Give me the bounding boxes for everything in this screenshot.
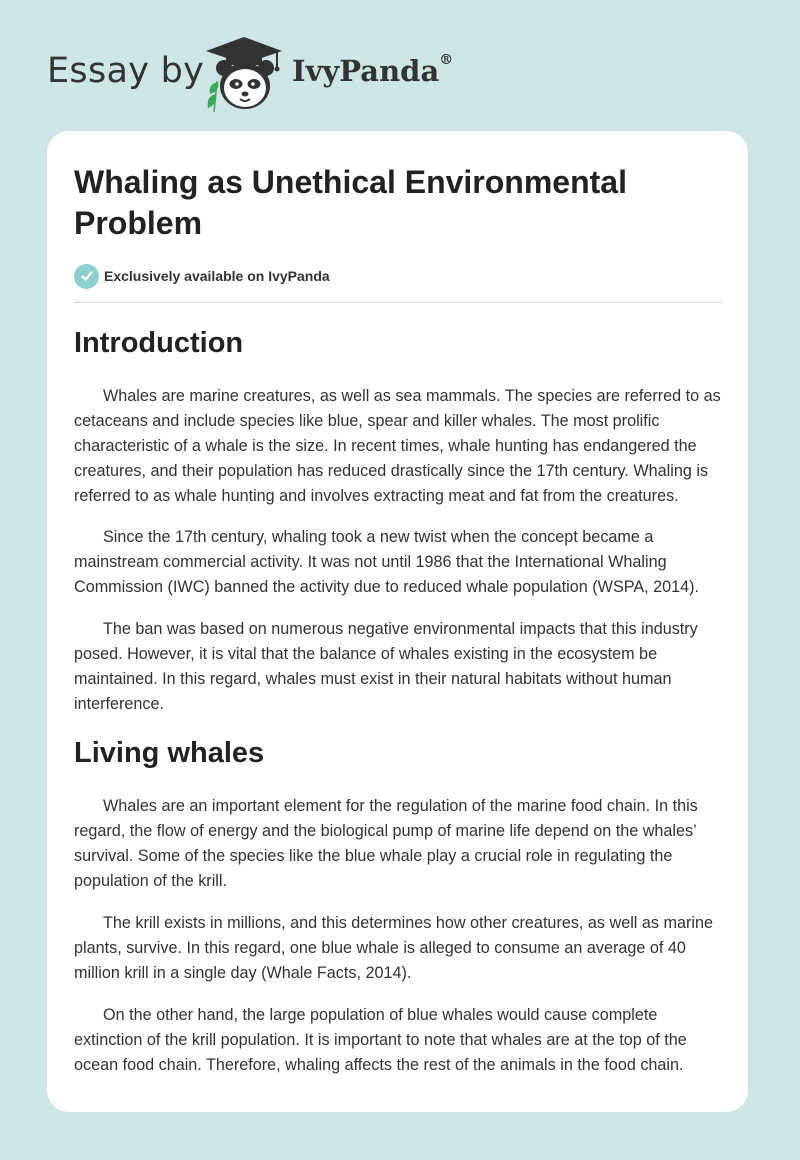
essay-by-label: Essay by bbox=[47, 51, 205, 91]
paragraph: On the other hand, the large population of blue whales would cause complete extinction of the krill population. It is important to note that whales are at the top of the ocean food chain. Therefore, whaling affects the rest of the animals in the food chain. bbox=[74, 1006, 687, 1074]
essay-title: Whaling as Unethical Environmental Problem bbox=[74, 164, 627, 241]
essay-card bbox=[47, 131, 748, 1112]
exclusive-label: Exclusively available on IvyPanda bbox=[104, 268, 330, 284]
brand-header bbox=[47, 34, 507, 114]
paragraph: The ban was based on numerous negative environmental impacts that this industry posed. However, it is vital that the balance of whales existing in the ecosystem be maintained. In this regard, whales must exist in their natural habitats without human interference. bbox=[74, 620, 698, 713]
paragraph: Whales are an important element for the regulation of the marine food chain. In this regard, the flow of energy and the biological pump of marine life depend on the whales’ survival. Some of the species like the blue whale play a crucial role in regulating the population of the krill. bbox=[74, 797, 698, 890]
panda-graduate-logo-icon bbox=[202, 34, 287, 114]
paragraph: The krill exists in millions, and this determines how other creatures, as well as marine plants, survive. In this regard, one blue whale is alleged to consume an average of 40 million krill in a single day (Whale Facts, 2014). bbox=[74, 914, 713, 982]
divider bbox=[74, 302, 722, 303]
paragraph: Whales are marine creatures, as well as sea mammals. The species are referred to as cetaceans and include species like blue, spear and killer whales. The most prolific characteristic of a whale is the size. In recent times, whale hunting has endangered the creatures, and their population has reduced drastically since the 17th century. Whaling is referred to as whale hunting and involves extracting meat and fat from the creatures. bbox=[74, 387, 721, 505]
section-heading-living-whales: Living whales bbox=[74, 737, 265, 769]
exclusive-badge bbox=[74, 263, 330, 289]
checkmark-icon bbox=[74, 264, 99, 289]
paragraph: Since the 17th century, whaling took a new twist when the concept became a mainstream commercial activity. It was not until 1986 that the International Whaling Commission (IWC) banned the activity due to reduced whale population (WSPA, 2014). bbox=[74, 528, 700, 596]
brand-name: IvyPanda® bbox=[292, 52, 454, 88]
section-heading-introduction: Introduction bbox=[74, 327, 244, 359]
